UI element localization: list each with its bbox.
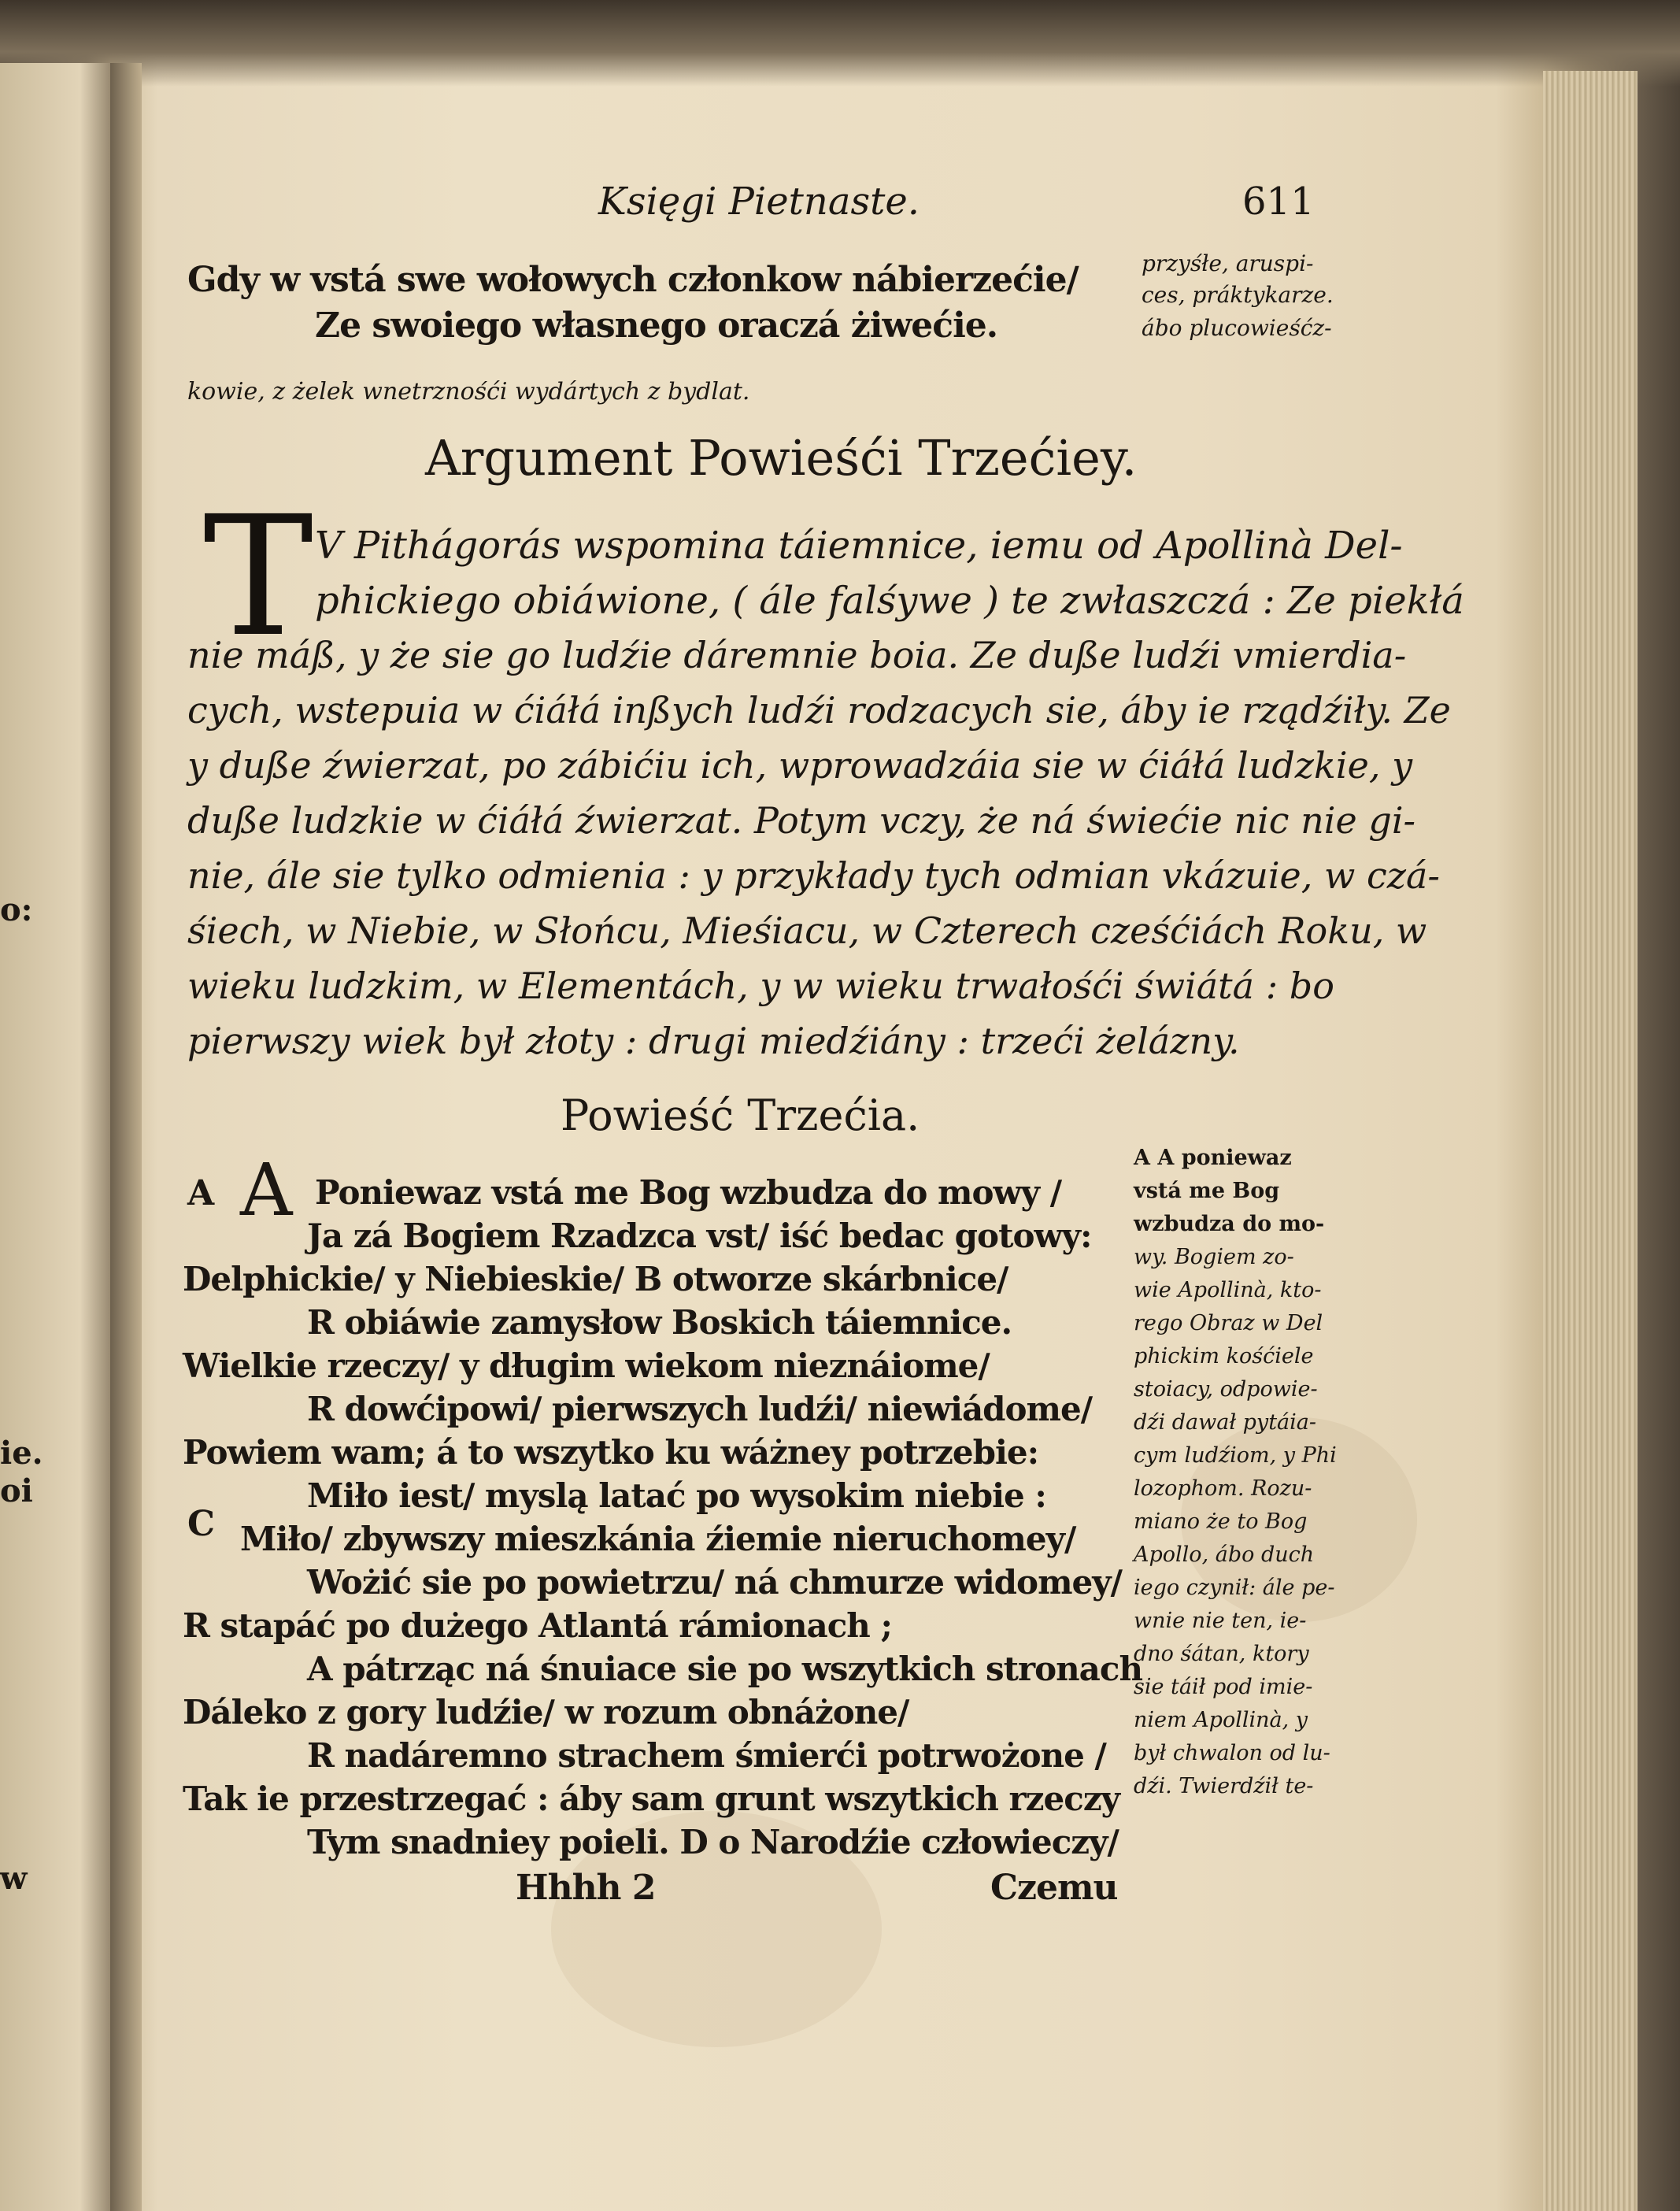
- verse-line: R obiáwie zamysłow Boskich táiemnice.: [307, 1303, 1012, 1342]
- running-title: Księgi Pietnaste.: [598, 180, 920, 224]
- verse-line: R dowćipowi/ pierwszych ludźi/ niewiádome/: [307, 1390, 1093, 1428]
- side-note: phickim kośćiele: [1134, 1344, 1314, 1368]
- side-note: A A poniewaz: [1134, 1146, 1292, 1170]
- side-note: dźi. Twierdźił te-: [1134, 1774, 1314, 1798]
- argument-line: nie máß, y że sie go ludźie dáremnie boia. Ze duße ludźi vmierdia-: [187, 634, 1407, 676]
- side-note: wie Apollinà, kto-: [1134, 1278, 1322, 1302]
- argument-line: śiech, w Niebie, w Słońcu, Mieśiacu, w Czterech cześćiách Roku, w: [187, 909, 1427, 952]
- verse-line: Ja zá Bogiem Rzadzca vst/ iść bedac gotowy:: [307, 1217, 1092, 1255]
- side-letter: A: [187, 1173, 215, 1213]
- margin-note: ces, práktykarze.: [1142, 282, 1334, 308]
- argument-line: nie, ále sie tylko odmienia : y przykłady tych odmian vkázuie, w czá-: [187, 854, 1440, 897]
- page-fore-edge: [1543, 71, 1637, 2211]
- verse-line: Tym snadniey poieli. D o Narodźie człowieczy/: [307, 1823, 1119, 1861]
- verse-line: Tak ie przestrzegać : áby sam grunt wszytkich rzeczy: [183, 1780, 1120, 1818]
- argument-line: duße ludzkie w ćiáłá źwierzat. Potym vczy, że ná świećie nic nie gi-: [187, 799, 1416, 842]
- page-number: 611: [1242, 180, 1315, 224]
- verse-line: R nadáremno strachem śmierći potrwożone /: [307, 1736, 1106, 1775]
- side-note: rego Obraz w Del: [1134, 1311, 1323, 1335]
- gloss-line: kowie, z żelek wnetrznośći wydártych z bydlat.: [187, 378, 750, 406]
- argument-line: V Pithágorás wspomina táiemnice, iemu od Apollinà Del-: [315, 524, 1403, 568]
- side-note: dźi dawał pytáia-: [1134, 1410, 1316, 1435]
- side-note: wzbudza do mo-: [1134, 1212, 1325, 1236]
- verse-line: Wożić sie po powietrzu/ ná chmurze widomey/: [307, 1563, 1122, 1602]
- verse-initial: A: [240, 1148, 293, 1232]
- side-note: wnie nie ten, ie-: [1134, 1609, 1307, 1633]
- argument-line: wieku ludzkim, w Elementách, y w wieku trwałośći świátá : bo: [187, 965, 1334, 1007]
- argument-title: Argument Powieśći Trzećiey.: [425, 429, 1138, 487]
- verse-line: Miło/ zbywszy mieszkánia źiemie nieruchomey/: [240, 1520, 1076, 1558]
- left-page-fragment: oi: [0, 1472, 33, 1509]
- verse-line: Wielkie rzeczy/ y długim wiekom nieznáiome/: [183, 1346, 990, 1385]
- verse-line: Gdy w vstá swe wołowych członkow nábierzećie/: [187, 260, 1079, 300]
- side-letter: C: [187, 1504, 216, 1544]
- verse-line: A pátrząc ná śnuiace sie po wszytkich stronach: [307, 1650, 1142, 1688]
- verse-line: R stapáć po dużego Atlantá rámionach ;: [183, 1606, 892, 1645]
- left-page-fragment: o:: [0, 891, 33, 928]
- verse-line: Delphickie/ y Niebieskie/ B otworze skárbnice/: [183, 1260, 1008, 1298]
- side-note: wy. Bogiem zo-: [1134, 1245, 1294, 1269]
- verse-line: Dáleko z gory ludźie/ w rozum obnáżone/: [183, 1693, 909, 1731]
- side-note: vstá me Bog: [1134, 1179, 1280, 1203]
- side-note: miano że to Bog: [1134, 1509, 1308, 1534]
- verse-line: Poniewaz vstá me Bog wzbudza do mowy /: [315, 1173, 1062, 1212]
- side-note: cym ludźiom, y Phi: [1134, 1443, 1337, 1468]
- side-note: Apollo, ábo duch: [1134, 1543, 1315, 1567]
- drop-capital: T: [203, 480, 314, 673]
- margin-note: przyśłe, aruspi-: [1142, 250, 1314, 276]
- binding-shadow: [0, 0, 1680, 87]
- margin-note: ábo plucowieśćz-: [1142, 315, 1332, 341]
- side-note: sie táił pod imie-: [1134, 1675, 1313, 1699]
- side-note: niem Apollinà, y: [1134, 1708, 1308, 1732]
- verse-line: Miło iest/ myslą latać po wysokim niebie :: [307, 1476, 1046, 1515]
- catchword: Czemu: [990, 1868, 1118, 1908]
- argument-line: cych, wstepuia w ćiáłá inßych ludźi rodzacych sie, áby ie rządźiły. Ze: [187, 689, 1451, 731]
- story-title: Powieść Trzećia.: [561, 1091, 920, 1140]
- side-note: dno śátan, ktory: [1134, 1642, 1309, 1666]
- side-note: stoiacy, odpowie-: [1134, 1377, 1318, 1402]
- argument-line: phickiego obiáwione, ( ále falśywe ) te zwłaszczá : Ze piekłá: [315, 579, 1464, 623]
- verse-line: Ze swoiego własnego oraczá żiwećie.: [315, 306, 998, 346]
- argument-line: pierwszy wiek był złoty : drugi miedźiány : trzeći żelázny.: [187, 1020, 1240, 1062]
- left-page-fragment: w: [0, 1860, 28, 1897]
- side-note: lozophom. Rozu-: [1134, 1476, 1312, 1501]
- signature-mark: Hhhh 2: [516, 1868, 656, 1908]
- spine-gutter: [110, 63, 142, 2211]
- side-note: iego czynił: ále pe-: [1134, 1576, 1335, 1600]
- verse-line: Powiem wam; á to wszytko ku wáżney potrzebie:: [183, 1433, 1039, 1472]
- left-page-fragment: ie.: [0, 1435, 43, 1472]
- side-note: był chwalon od lu-: [1134, 1741, 1330, 1765]
- argument-line: y duße źwierzat, po zábićiu ich, wprowadzáia sie w ćiáłá ludzkie, y: [187, 744, 1413, 787]
